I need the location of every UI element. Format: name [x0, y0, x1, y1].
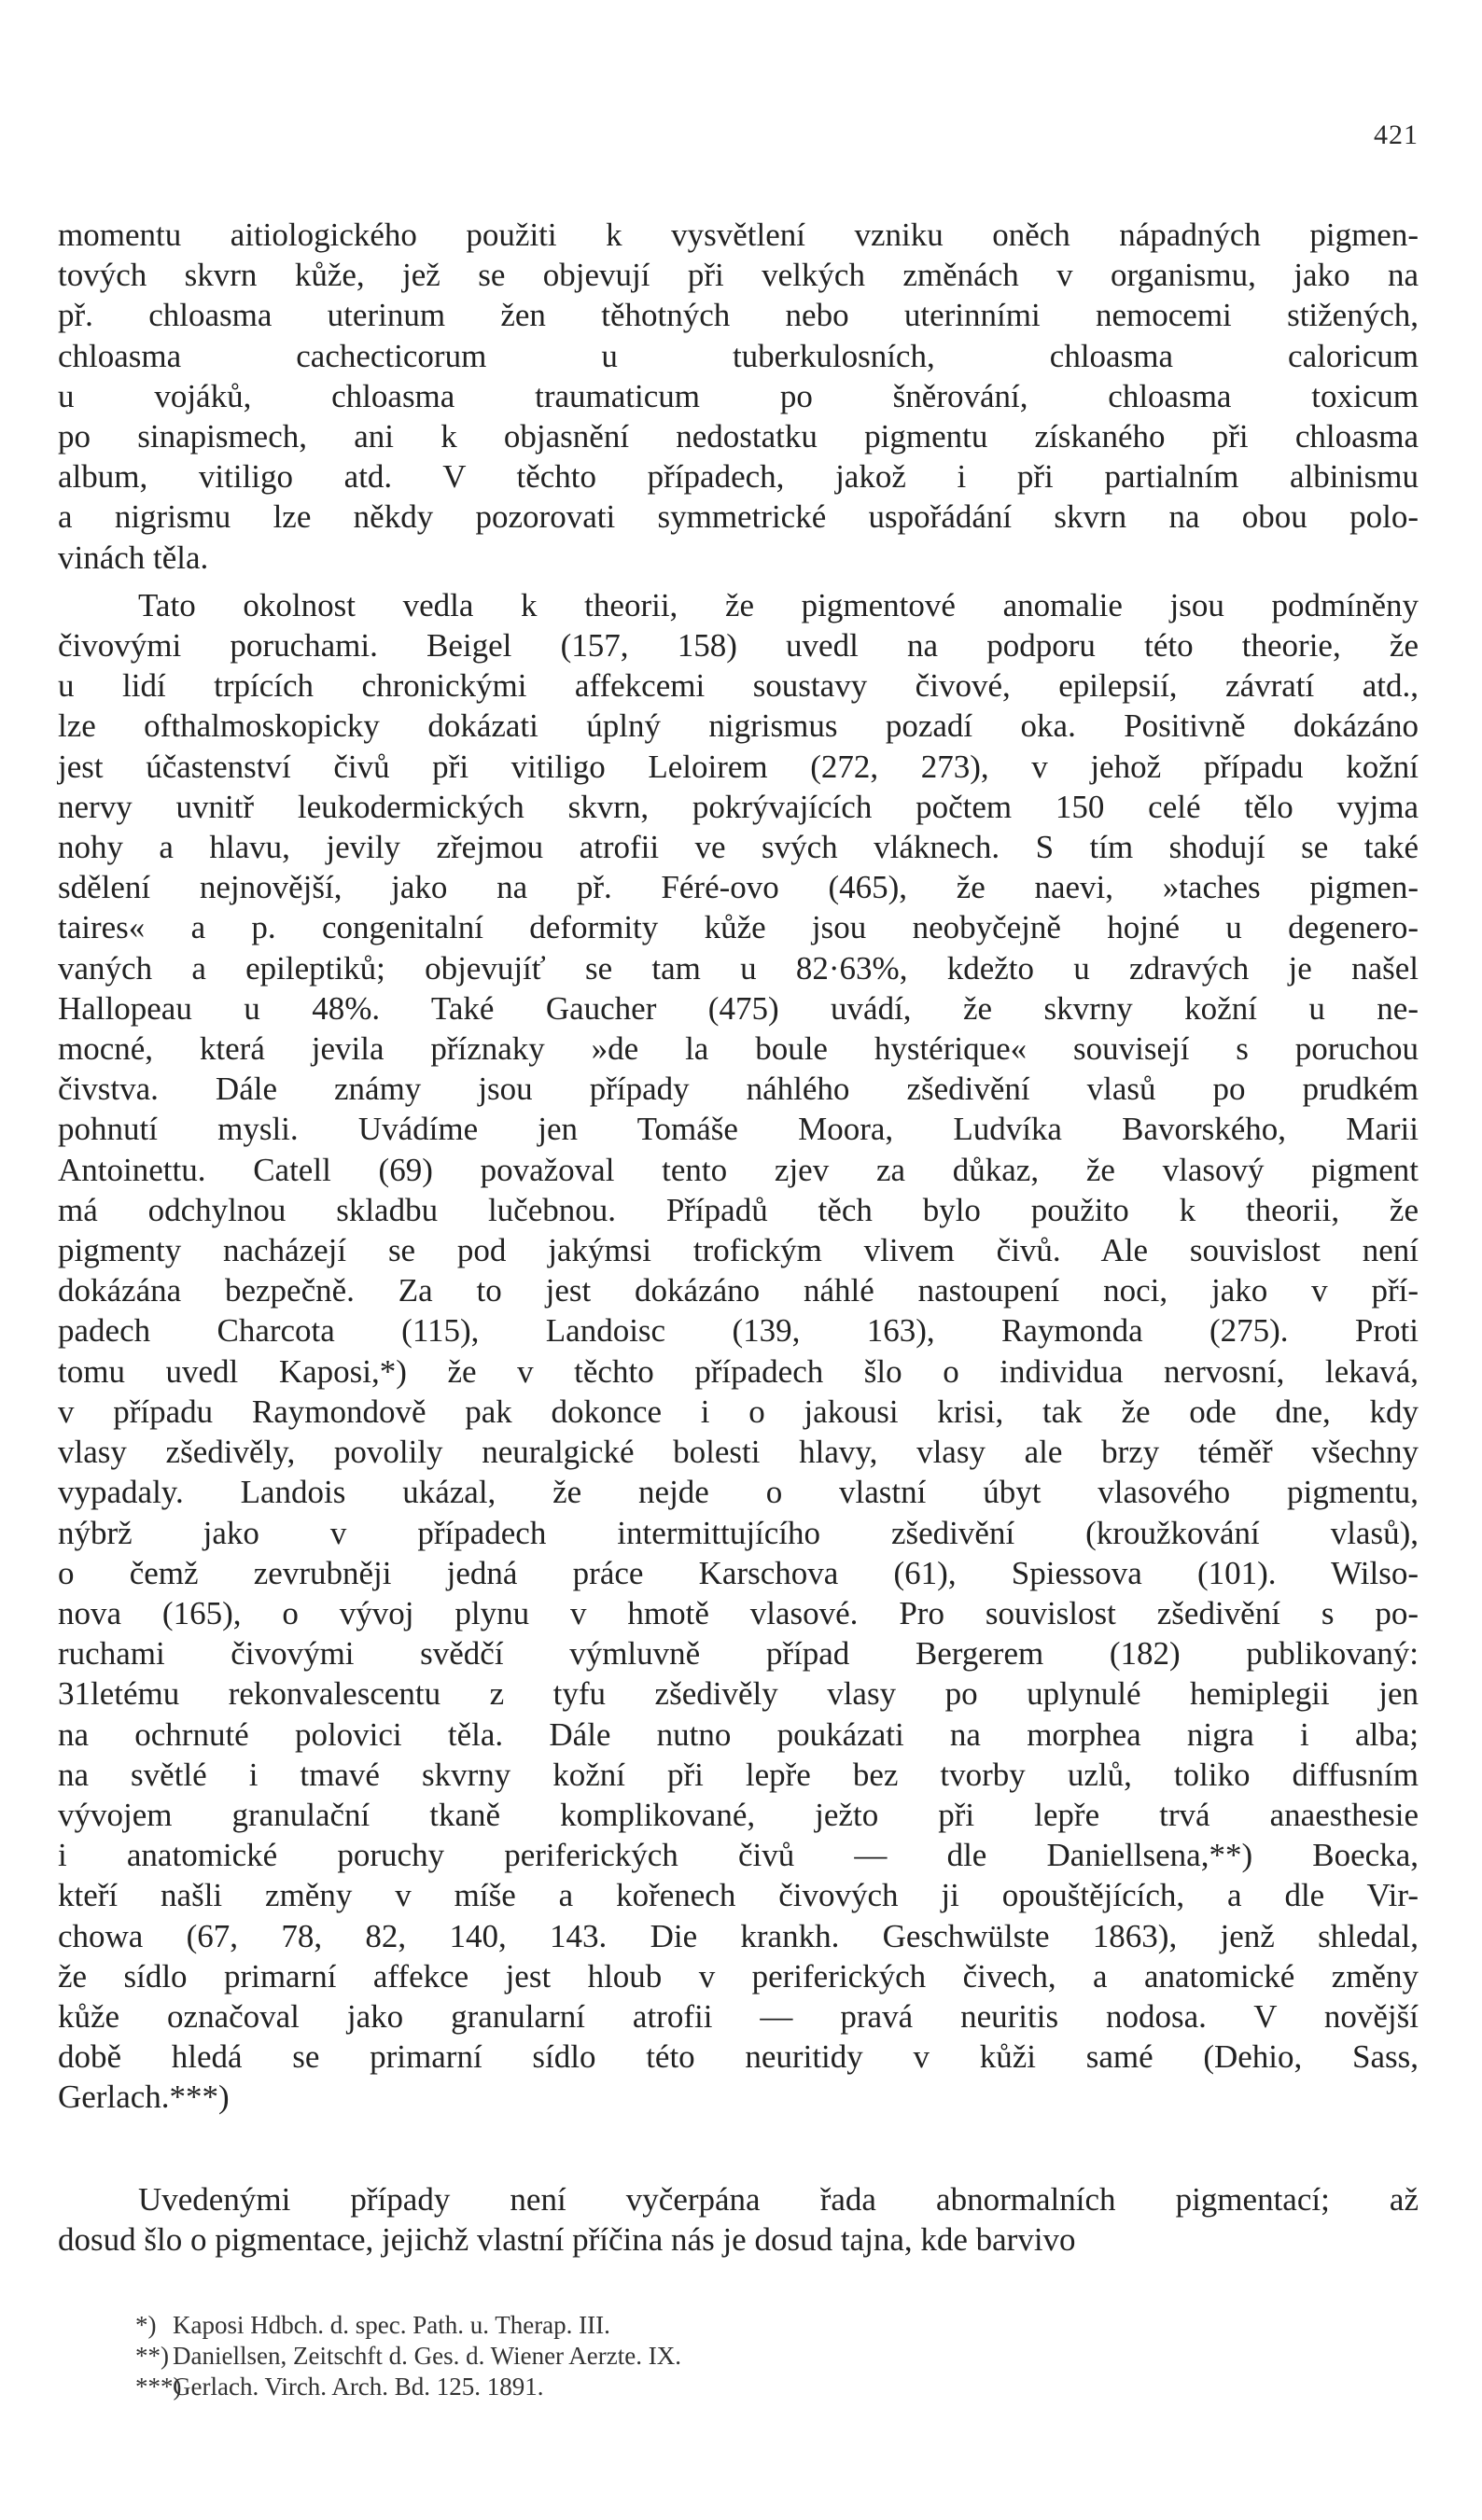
text-line: v případu Raymondově pak dokonce i o jakousi krisi, tak že ode dne, kdy — [58, 1393, 1419, 1430]
text-line: že sídlo primarní affekce jest hloub v periferických čivech, a anatomické změny — [58, 1957, 1419, 1995]
text-line: kteří našli změny v míše a kořenech čivových ji opouštějících, a dle Vir- — [58, 1877, 1419, 1914]
text-line: době hledá se primarní sídlo této neuritidy v kůži samé (Dehio, Sass, — [58, 2038, 1419, 2076]
footnote — [135, 2372, 1349, 2402]
text-line: ruchami čivovými svědčí výmluvně případ Bergerem (182) publikovaný: — [58, 1635, 1419, 1673]
text-line: Antoinettu. Catell (69) považoval tento zjev za důkaz, že vlasový pigment — [58, 1151, 1419, 1188]
text-line: tomu uvedl Kaposi,*) že v těchto případech šlo o individua nervosní, lekavá, — [58, 1352, 1419, 1390]
text-line: nervy uvnitř leukodermických skvrn, pokrývajících počtem 150 celé tělo vyjma — [58, 788, 1419, 825]
text-line: pohnutí mysli. Uvádíme jen Tomáše Moora, Ludvíka Bavorského, Marii — [58, 1111, 1419, 1148]
text-line: kůže označoval jako granularní atrofii — pravá neuritis nodosa. V novější — [58, 1997, 1419, 2035]
text-line: jest účastenství čivů při vitiligo Leloirem (272, 273), v jehož případu kožní — [58, 748, 1419, 785]
text-line: vinách těla. — [58, 539, 209, 576]
text-line: 31letému rekonvalescentu z tyfu zšedivěly vlasy po uplynulé hemiplegii jen — [58, 1675, 1419, 1713]
footnotes — [135, 2310, 1349, 2402]
text-line: pigmenty nacházejí se pod jakýmsi trofickým vlivem čivů. Ale souvislost není — [58, 1232, 1419, 1269]
footnote — [135, 2310, 1349, 2341]
text-line: dokázána bezpečně. Za to jest dokázáno náhlé nastoupení noci, jako v pří- — [58, 1272, 1419, 1309]
text-line: chowa (67, 78, 82, 140, 143. Die krankh. Geschwülste 1863), jenž shledal, — [58, 1917, 1419, 1954]
text-line: Gerlach.***) — [58, 2079, 230, 2116]
text-line: mocné, která jevila příznaky »de la boule hystérique« souvisejí s poruchou — [58, 1030, 1419, 1068]
text-line: na ochrnuté polovici těla. Dále nutno poukázati na morphea nigra i alba; — [58, 1715, 1419, 1753]
text-line: na světlé i tmavé skvrny kožní při lepře bez tvorby uzlů, toliko diffusním — [58, 1756, 1419, 1793]
body-text — [58, 215, 1419, 2260]
text-line: Tato okolnost vedla k theorii, že pigmentové anomalie jsou podmíněny — [138, 586, 1419, 623]
text-line: vývojem granulační tkaně komplikované, ježto při lepře trvá anaesthesie — [58, 1796, 1419, 1833]
footnote — [135, 2341, 1349, 2372]
text-line: taires« a p. congenitalní deformity kůže jsou neobyčejně hojné u degenero- — [58, 909, 1419, 946]
paragraph — [58, 215, 1419, 578]
text-line: a nigrismu lze někdy pozorovati symmetrické uspořádání skvrn na obou polo- — [58, 498, 1419, 536]
footnote-text: Gerlach. Virch. Arch. Bd. 125. 1891. — [173, 2373, 544, 2401]
footnote-marker: ***) — [135, 2373, 182, 2401]
text-line: u lidí trpících chronickými affekcemi soustavy čivové, epilepsií, závratí atd., — [58, 667, 1419, 705]
text-line: Uvedenými případy není vyčerpána řada abnormalních pigmentací; až — [138, 2180, 1419, 2218]
text-line: tových skvrn kůže, jež se objevují při velkých změnách v organismu, jako na — [58, 257, 1419, 294]
text-line: nohy a hlavu, jevily zřejmou atrofii ve svých vláknech. S tím shodují se také — [58, 829, 1419, 866]
text-line: u vojáků, chloasma traumaticum po šněrování, chloasma toxicum — [58, 377, 1419, 414]
text-line: chloasma cachecticorum u tuberkulosních, chloasma caloricum — [58, 337, 1419, 374]
text-line: vypadaly. Landois ukázal, že nejde o vlastní úbyt vlasového pigmentu, — [58, 1474, 1419, 1511]
footnote-marker: *) — [135, 2311, 157, 2339]
text-line: lze ofthalmoskopicky dokázati úplný nigrismus pozadí oka. Positivně dokázáno — [58, 707, 1419, 745]
text-line: př. chloasma uterinum žen těhotných nebo uterinními nemocemi stižených, — [58, 297, 1419, 334]
text-line: sdělení nejnovější, jako na př. Féré-ovo (465), že naevi, »taches pigmen- — [58, 869, 1419, 906]
footnote-marker: **) — [135, 2342, 169, 2370]
text-line: padech Charcota (115), Landoisc (139, 163), Raymonda (275). Proti — [58, 1312, 1419, 1350]
footnote-text: Kaposi Hdbch. d. spec. Path. u. Therap. III. — [173, 2311, 610, 2339]
text-line: i anatomické poruchy periferických čivů — dle Daniellsena,**) Boecka, — [58, 1837, 1419, 1874]
text-line: album, vitiligo atd. V těchto případech, jakož i při partialním albinismu — [58, 458, 1419, 496]
text-line: nýbrž jako v případech intermittujícího zšedivění (kroužkování vlasů), — [58, 1514, 1419, 1551]
paragraph — [58, 585, 1419, 2118]
text-line: vaných a epileptiků; objevujíť se tam u 82·63%, kdežto u zdravých je našel — [58, 949, 1419, 987]
text-line: čivovými poruchami. Beigel (157, 158) uvedl na podporu této theorie, že — [58, 627, 1419, 665]
paragraph — [58, 2179, 1419, 2260]
text-line: po sinapismech, ani k objasnění nedostatku pigmentu získaného při chloasma — [58, 418, 1419, 455]
text-line: vlasy zšedivěly, povolily neuralgické bolesti hlavy, vlasy ale brzy téměř všechny — [58, 1434, 1419, 1471]
text-line: Hallopeau u 48%. Také Gaucher (475) uvádí, že skvrny kožní u ne- — [58, 989, 1419, 1027]
text-line: nova (165), o vývoj plynu v hmotě vlasové. Pro souvislost zšedivění s po- — [58, 1594, 1419, 1631]
text-line: momentu aitiologického použiti k vysvětlení vzniku oněch nápadných pigmen- — [58, 217, 1419, 253]
text-line: o čemž zevrubněji jedná práce Karschova (61), Spiessova (101). Wilso- — [58, 1554, 1419, 1591]
text-line: čivstva. Dále známy jsou případy náhlého zšedivění vlasů po prudkém — [58, 1071, 1419, 1108]
text-line: má odchylnou skladbu lučebnou. Případů těch bylo použito k theorii, že — [58, 1191, 1419, 1228]
text-line: dosud šlo o pigmentace, jejichž vlastní příčina nás je dosud tajna, kde barvivo — [58, 2220, 1076, 2258]
footnote-text: Daniellsen, Zeitschft d. Ges. d. Wiener Aerzte. IX. — [173, 2342, 681, 2370]
page-number: 421 — [1374, 119, 1419, 150]
